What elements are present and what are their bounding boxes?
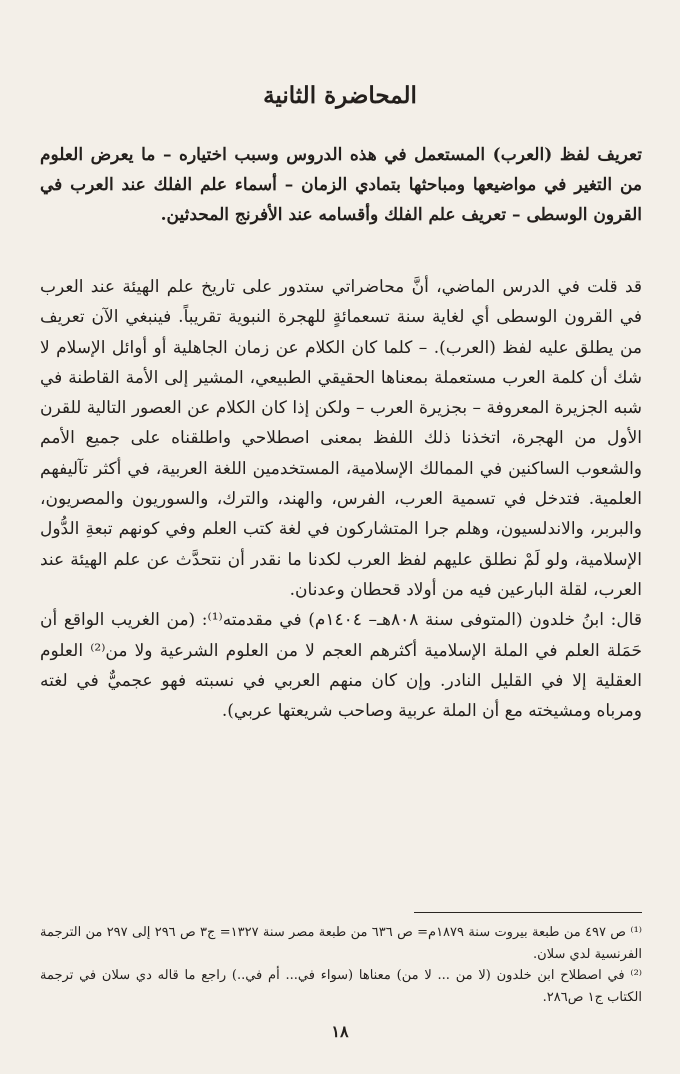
body-text	[40, 272, 642, 726]
page-number: ١٨	[331, 1022, 349, 1041]
body-paragraph-1: قد قلت في الدرس الماضي، أنَّ محاضراتي ستدور على تاريخ علم الهيئة عند العرب في القرون الوسطى أي لغاية سنة تسعمائةٍ للهجرة النبوية تقريباً. فينبغي الآن تعريف من يطلق عليه لفظ (العرب). – كلما كان الكلام عن زمان الجاهلية أو أوائل الإسلام لا شك أن كلمة العرب مستعملة بمعناها الحقيقي الطبيعي، المشير إلى الأمة القاطنة في شبه الجزيرة المعروفة – بجزيرة العرب – ولكن إذا كان الكلام عن العصور التالية للقرن الأول من الهجرة، اتخذنا ذلك اللفظ بمعنى اصطلاحي واطلقناه على جميع الأمم والشعوب الساكنين في الممالك الإسلامية، المستخدمين اللغة العربية، في أكثر تآليفهم العلمية. فتدخل في تسمية العرب، الفرس، والهند، والترك، والسوريون والمصريون، والبربر، والاندلسيون، وهلم جرا المتشاركون في لغة كتب العلم وفي كونهم تبعةِ الدُّول الإسلامية، ولو لَمْ نطلق عليهم لفظ العرب لكدنا ما نقدر أن نتحدَّث عن علم الهيئة عند العرب، لقلة البارعين فيه من أولاد قحطان وعدنان.	[40, 277, 642, 600]
lecture-summary: تعريف لفظ (العرب) المستعمل في هذه الدروس وسبب اختياره – ما يعرض العلوم من التغير في مواضيعها ومباحثها بتمادي الزمان – أسماء علم الفلك عند العرب في القرون الوسطى – تعريف علم الفلك وأقسامه عند الأفرنج المحدثين.	[40, 145, 642, 225]
footnote-2: ⁽²⁾ في اصطلاح ابن خلدون (لا من ... لا من) معناها (سواء في... أم في..) راجع ما قاله دي سلان في ترجمة الكتاب ج١ ص٢٨٦.	[40, 968, 642, 1005]
footnote-1: ⁽¹⁾ ص ٤٩٧ من طبعة بيروت سنة ١٨٧٩م= ص ٦٣٦ من طبعة مصر سنة ١٣٢٧= ج٣ ص ٢٩٦ إلى ٢٩٧ من الترجمة الفرنسية لدي سلان.	[40, 925, 642, 962]
footnote-divider	[414, 912, 642, 913]
lecture-heading: المحاضرة الثانية	[263, 82, 417, 109]
body-paragraph-2: قال: ابنُ خلدون (المتوفى سنة ٨٠٨هـ– ١٤٠٤م) في مقدمته⁽¹⁾: (من الغريب الواقع أن حَمَلة العلم في الملة الإسلامية أكثرهم العجم لا من العلوم الشرعية ولا من⁽²⁾ العلوم العقلية إلا في القليل النادر. وإن كان منهم العربي في نسبته فهو عجميٌّ في لغته ومرباه ومشيخته مع أن الملة عربية وصاحب شريعتها عربي).	[40, 610, 643, 722]
footnotes	[40, 922, 642, 1008]
